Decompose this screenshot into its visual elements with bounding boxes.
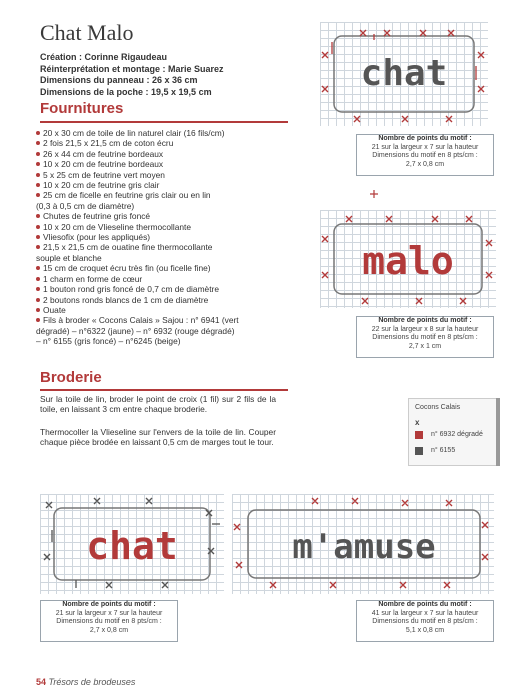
- info-box-dim-value: 5,1 x 0,8 cm: [405, 626, 445, 634]
- chart-mamuse: [232, 494, 494, 594]
- supplies-list: [36, 128, 288, 347]
- supply-item: Chutes de feutrine gris foncé: [36, 211, 288, 221]
- info-box-heading: Nombre de points du motif :: [62, 601, 156, 608]
- supply-item: Fils à broder « Cocons Calais » Sajou : n° 6941 (vert: [36, 315, 288, 325]
- supply-item-cont: (0,3 à 0,5 cm de diamètre): [36, 200, 135, 211]
- info-box-dim-label: Dimensions du motif en 8 pts/cm :: [372, 334, 478, 342]
- supply-item: 1 bouton rond gris foncé de 0,7 cm de diamètre: [36, 284, 288, 294]
- info-box-dim-value: 2,7 x 1 cm: [408, 342, 442, 350]
- chart-chat-gray-word: chat: [360, 53, 448, 94]
- needle-mark-icon: [368, 188, 380, 200]
- info-box-heading: Nombre de points du motif :: [378, 135, 472, 142]
- chart-chat-red-frame: [40, 494, 224, 594]
- chart-mamuse-word: m'amuse: [292, 527, 436, 567]
- thread-legend: [408, 398, 500, 466]
- chart-chat-gray-frame: [320, 22, 488, 126]
- page-footer: [36, 677, 135, 687]
- info-box-dim-label: Dimensions du motif en 8 pts/cm :: [372, 618, 478, 626]
- info-box-dim-label: Dimensions du motif en 8 pts/cm :: [56, 618, 162, 626]
- magazine-name: Trésors de brodeuses: [48, 677, 136, 687]
- embroidery-heading: Broderie: [40, 369, 102, 386]
- info-box-points: 41 sur la largeur x 7 sur la hauteur: [371, 609, 479, 617]
- info-box-points: 22 sur la largeur x 8 sur la hauteur: [371, 325, 479, 333]
- supply-item: 10 x 20 cm de feutrine bordeaux: [36, 159, 288, 169]
- supply-item: 25 cm de ficelle en feutrine gris clair ou en lin: [36, 190, 288, 200]
- chart-malo-frame: [320, 210, 496, 308]
- info-box-mamuse: [356, 600, 494, 642]
- page-number: 54: [36, 677, 47, 687]
- supplies-heading: Fournitures: [40, 100, 124, 117]
- page-title: Chat Malo: [40, 20, 134, 45]
- supply-item: Ouate: [36, 305, 288, 315]
- info-box-chat-red: [40, 600, 178, 642]
- credit-montage: Réinterprétation et montage : Marie Suarez: [40, 63, 224, 74]
- legend-cross-symbol: x: [415, 418, 420, 427]
- supply-item: 2 fois 21,5 x 21,5 cm de coton écru: [36, 138, 288, 148]
- credits: [40, 52, 224, 98]
- chart-chat-gray: [320, 22, 488, 126]
- supply-item: 21,5 x 21,5 cm de ouatine fine thermocollante: [36, 242, 288, 252]
- info-box-heading: Nombre de points du motif :: [378, 317, 472, 324]
- credit-creation: Création : Corinne Rigaudeau: [40, 52, 168, 62]
- chart-malo: [320, 210, 496, 308]
- info-box-heading: Nombre de points du motif :: [378, 601, 472, 608]
- embroidery-paragraph-1: Sur la toile de lin, broder le point de croix (1 fil) sur 2 fils de la toile, en laissant 3 cm entre chaque broderie.: [40, 394, 276, 415]
- supply-item-cont: dégradé) – n°6322 (jaune) – n° 6932 (rouge dégradé): [36, 325, 235, 336]
- info-box-points: 21 sur la largeur x 7 sur la hauteur: [55, 609, 163, 617]
- supply-item: 1 charm en forme de cœur: [36, 274, 288, 284]
- info-box-chat-gray: [356, 134, 494, 176]
- supply-item: 5 x 25 cm de feutrine vert moyen: [36, 170, 288, 180]
- info-box-dim-value: 2,7 x 0,8 cm: [89, 626, 129, 634]
- embroidery-paragraph-2: Thermocoller la Vlieseline sur l'envers de la toile de lin. Couper chaque pièce brodée en laissant 0,5 cm de marges tout le tour.: [40, 427, 276, 448]
- supply-item: 10 x 20 cm de feutrine gris clair: [36, 180, 288, 190]
- legend-swatch-red: [415, 431, 423, 439]
- supply-item: 20 x 30 cm de toile de lin naturel clair (16 fils/cm): [36, 128, 288, 138]
- supply-item-cont: souple et blanche: [36, 252, 102, 263]
- supply-item-cont: – n° 6155 (gris foncé) – n°6245 (beige): [36, 336, 181, 347]
- supply-item: Vliesofix (pour les appliqués): [36, 232, 288, 242]
- info-box-dim-value: 2,7 x 0,8 cm: [405, 160, 445, 168]
- supply-item: 26 x 44 cm de feutrine bordeaux: [36, 149, 288, 159]
- info-box-points: 21 sur la largeur x 7 sur la hauteur: [371, 143, 479, 151]
- legend-label-gray: n° 6155: [431, 447, 456, 454]
- info-box-malo: [356, 316, 494, 358]
- chart-chat-red-word: chat: [86, 524, 178, 568]
- legend-label-red: n° 6932 dégradé: [431, 431, 483, 438]
- supplies-divider: [40, 121, 288, 123]
- legend-title: Cocons Calais: [415, 404, 461, 411]
- chart-malo-word: malo: [362, 239, 454, 283]
- credit-panel-size: Dimensions du panneau : 26 x 36 cm: [40, 75, 198, 85]
- chart-mamuse-frame: [232, 494, 494, 594]
- supply-item: 15 cm de croquet écru très fin (ou ficelle fine): [36, 263, 288, 273]
- supply-item: 2 boutons ronds blancs de 1 cm de diamètre: [36, 295, 288, 305]
- info-box-dim-label: Dimensions du motif en 8 pts/cm :: [372, 152, 478, 160]
- legend-edge: [496, 398, 500, 466]
- credit-pocket-size: Dimensions de la poche : 19,5 x 19,5 cm: [40, 86, 212, 97]
- supply-item: 10 x 20 cm de Vlieseline thermocollante: [36, 222, 288, 232]
- embroidery-divider: [40, 389, 288, 391]
- chart-chat-red: [40, 494, 224, 594]
- legend-swatch-gray: [415, 447, 423, 455]
